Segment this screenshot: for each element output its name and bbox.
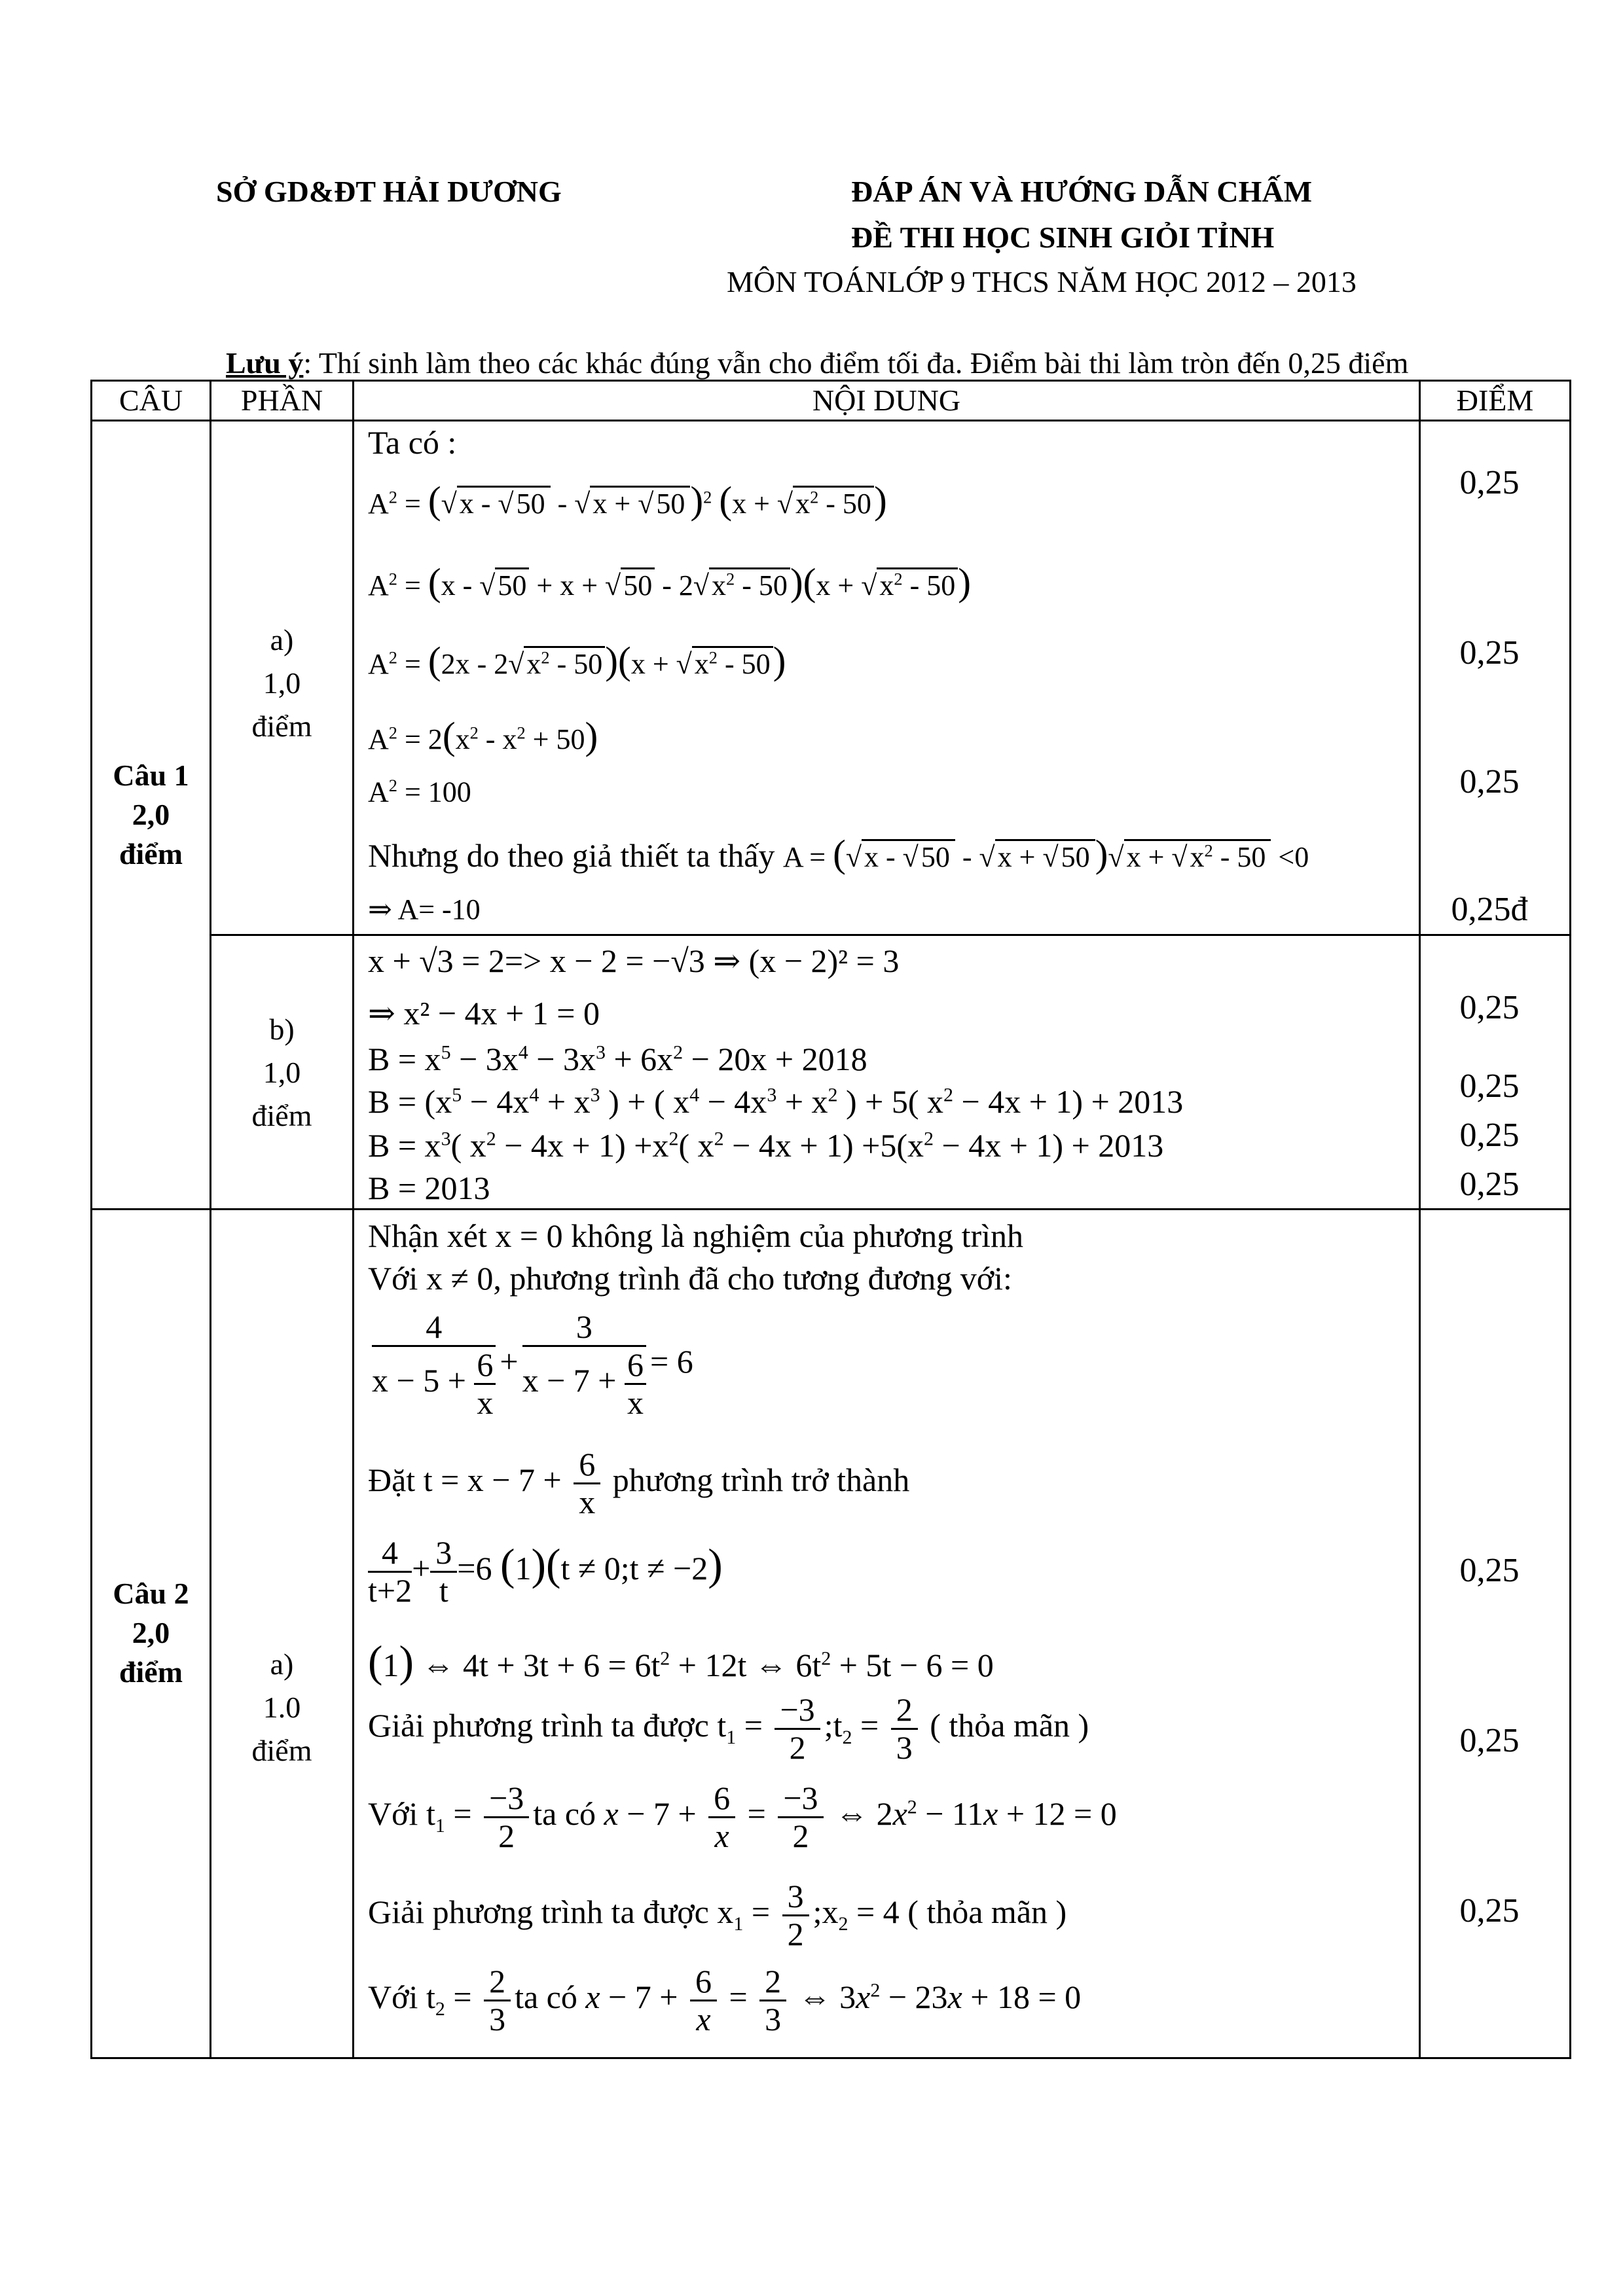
math-line: $A^2 = (x - √50 + x + √50 - 2√x^2 - 50)(x + √x^2 - 50)$	[368, 560, 972, 603]
c2-taco: ta có	[533, 1795, 596, 1832]
part-1a-unit: điểm	[251, 709, 312, 743]
table-line	[90, 420, 1571, 422]
table-line	[1419, 380, 1421, 2059]
c1b-line-2: ⇒ x² − 4x + 1 = 0	[368, 995, 600, 1031]
math-line: $B = x^3$( $x^2 - 4x + 1) +x^2$( $x^2 - 4x + 1) +5(x^2 - 4x + 1) + 2013$	[368, 1127, 1164, 1164]
c2-set-tail: phương trình trở thành	[612, 1461, 910, 1498]
c1a-intro: Ta có :	[368, 424, 457, 461]
score: 0,25	[1459, 634, 1520, 672]
col-header-cau: CÂU	[119, 384, 183, 417]
score: 0,25	[1459, 763, 1520, 800]
math-line: Với $t_1$ = $\frac{-3}{2}$ ta có x − 7 + $\frac{6}{x}$ = $\frac{-3}{2}$ ⇔ $2x^2 - 11x + 12 = 0$	[368, 1780, 1117, 1854]
table-line	[90, 380, 1571, 382]
col-header-phan: PHẦN	[240, 384, 323, 417]
department-name: SỞ GD&ĐT HẢI DƯƠNG	[216, 175, 562, 208]
cau-1-title: Câu 1	[113, 759, 189, 792]
doc-title-2: ĐỀ THI HỌC SINH GIỎI TỈNH	[851, 221, 1275, 254]
math-line: Giải phương trình ta được $t_1$ = $\frac{-3}{2}$ $;t_2$ = $\frac{2}{3}$ ( thỏa mãn )	[368, 1691, 1089, 1766]
c2-solve: Giải phương trình ta được	[368, 1706, 709, 1744]
doc-title-1: ĐÁP ÁN VÀ HƯỚNG DẪN CHẤM	[851, 175, 1313, 208]
note-label: Lưu ý	[226, 346, 304, 380]
part-1b-unit: điểm	[251, 1099, 312, 1132]
c2-note-1: Nhận xét x = 0 không là nghiệm của phương trình	[368, 1217, 1024, 1254]
table-line	[352, 380, 354, 2059]
score: 0,25	[1459, 989, 1520, 1026]
c2-with: Với	[368, 1795, 418, 1832]
c2-with-2: Với	[368, 1978, 418, 2015]
score: 0,25	[1459, 1067, 1520, 1105]
col-header-diem: ĐIỂM	[1456, 384, 1534, 417]
math-line: $B = (x^5 - 4x^4 + x^3$ ) + ( $x^4 - 4x^3 + x^2$ ) + 5( $x^2 - 4x + 1) + 2013$	[368, 1083, 1184, 1120]
score: 0,25	[1459, 1892, 1520, 1929]
doc-title-3: MÔN TOÁNLỚP 9 THCS NĂM HỌC 2012 – 2013	[727, 265, 1357, 298]
part-2a-label	[211, 1643, 352, 1772]
cau-1-points: 2,0	[132, 798, 170, 831]
part-1b-points: 1,0	[263, 1056, 301, 1089]
math-line: $B = x^5 - 3x^4 - 3x^3 + 6x^2 - 20x + 2018$	[368, 1041, 867, 1077]
c2-solve-2: Giải phương trình ta được	[368, 1893, 709, 1930]
score: 0,25đ	[1451, 891, 1528, 928]
math-line: $A^2 = (√x - √50 - √x + √50$ )$^2$ $(x + √x^2 - 50)$	[368, 478, 887, 522]
c1a-but: Nhưng do theo giả thiết ta thấy	[368, 837, 775, 874]
note	[226, 346, 1408, 380]
math-line: Đặt t = x − 7 + $\frac{6}{x}$ phương trình trở thành	[368, 1446, 910, 1520]
part-2a-points: 1.0	[263, 1691, 301, 1724]
c2-satisfy-2: ( thỏa mãn )	[907, 1893, 1067, 1930]
score: 0,25	[1459, 1166, 1520, 1203]
math-line: (1) ⇔ $4t + 3t + 6 = 6t^2 + 12t$ ⇔ $6t^2 + 5t - 6 = 0$	[368, 1637, 994, 1686]
part-1b-letter: b)	[269, 1013, 295, 1046]
table-line	[90, 1208, 1571, 1210]
c2-satisfy: ( thỏa mãn )	[930, 1706, 1089, 1744]
part-1a-label	[211, 619, 352, 748]
math-line: Với $t_2$ = $\frac{2}{3}$ ta có x − 7 + $\frac{6}{x}$ = $\frac{2}{3}$ ⇔ $3x^2 - 23x + 18 = 0$	[368, 1963, 1082, 2037]
math-line: 4 x − 5 + $\frac{6}{x}$ + 3 x − 7 + $\frac{6}{x}$ = 6	[372, 1308, 693, 1421]
math-line: $A^2 = 2(x^2 - x^2 + 50)$	[368, 714, 598, 757]
cau-2-unit: điểm	[119, 1655, 183, 1689]
c2-taco-2: ta có	[515, 1978, 577, 2015]
note-text: : Thí sinh làm theo các khác đúng vẫn cho điểm tối đa. Điểm bài thi làm tròn đến 0,25 điểm	[303, 346, 1409, 380]
cau-2-points: 2,0	[132, 1616, 170, 1649]
cau-1-label	[92, 756, 210, 874]
score: 0,25	[1459, 1552, 1520, 1589]
col-header-noi-dung: NỘI DUNG	[812, 384, 961, 417]
table-line	[90, 2057, 1571, 2059]
score: 0,25	[1459, 1722, 1520, 1759]
table-line	[90, 380, 92, 2059]
math-line: Giải phương trình ta được $x_1$ = $\frac{3}{2}$ $;x_2 = 4$ ( thỏa mãn )	[368, 1878, 1067, 1952]
math-line: $A^2 = 100$	[368, 776, 471, 808]
c2-note-2: Với x ≠ 0, phương trình đã cho tương đương với:	[368, 1260, 1012, 1297]
math-line: Nhưng do theo giả thiết ta thấy A = (√x - √50 - √x + √50 )$√x + √x^2 - 50 <0$	[368, 832, 1309, 875]
math-line: $A^2 = (2x - 2√x^2 - 50)(x + √x^2 - 50)$	[368, 639, 786, 682]
c1b-line-1: x + √3 = 2=> x − 2 = −√3 ⇒ (x − 2)² = 3	[368, 942, 900, 979]
cau-1-unit: điểm	[119, 837, 183, 870]
score: 0,25	[1459, 1117, 1520, 1154]
cau-2-label	[92, 1574, 210, 1692]
cau-2-title: Câu 2	[113, 1577, 189, 1610]
table-line	[1569, 380, 1571, 2059]
c1a-result: ⇒ A= -10	[368, 893, 481, 925]
c2-set: Đặt	[368, 1461, 416, 1498]
math-line: $\frac{4}{t+2}$ + $\frac{3}{t}$ =6 (1)(t ≠ 0;t ≠ −2)	[368, 1534, 723, 1609]
table-line	[210, 934, 1571, 936]
part-1b-label	[211, 1008, 352, 1138]
part-1a-letter: a)	[270, 623, 294, 656]
score: 0,25	[1459, 464, 1520, 501]
part-1a-points: 1,0	[263, 666, 301, 700]
math-line: B = 2013	[368, 1170, 490, 1206]
part-2a-unit: điểm	[251, 1734, 312, 1767]
part-2a-letter: a)	[270, 1647, 294, 1681]
